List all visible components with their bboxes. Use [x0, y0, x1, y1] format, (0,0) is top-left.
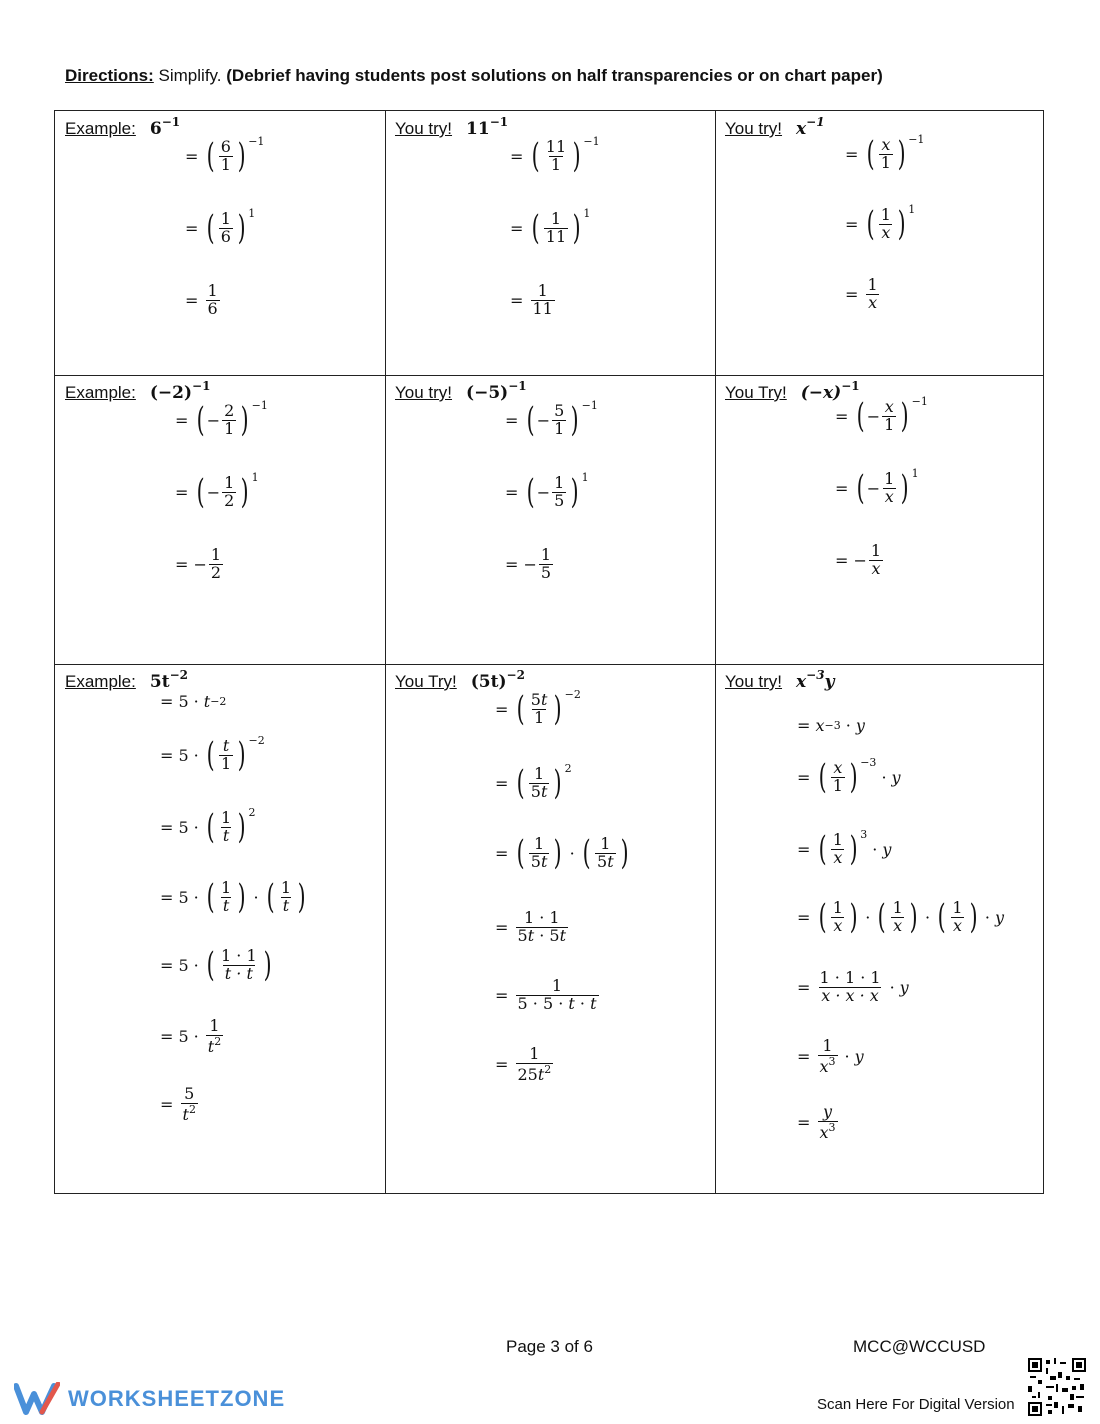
directions-label: Directions:: [65, 66, 154, 85]
problem-expression: $5t^{-2}$: [149, 668, 188, 692]
cell-label: Example:: [65, 119, 136, 138]
step: = − $\frac{1}{2}$: [175, 545, 222, 582]
qr-code-icon[interactable]: [1028, 1358, 1086, 1416]
step: = ( $\frac{1}{x}$ ) 1: [845, 203, 916, 245]
problem-expression: $(-5)^{-1}$: [466, 379, 527, 403]
directions: [65, 66, 883, 86]
step: = $\frac{1}{25t^2}$: [495, 1044, 552, 1084]
step: = 5 · t −2: [160, 692, 227, 711]
step: = $\frac{1}{5 \cdot 5 \cdot t \cdot t}$: [495, 976, 597, 1013]
step: = $\frac{1 \cdot 1}{5t \cdot 5t}$: [495, 908, 566, 945]
step: = ( $\frac{11}{1}$ ) −1: [510, 135, 600, 177]
problem-expression: $11^{-1}$: [466, 115, 509, 139]
problem-expression: $(-2)^{-1}$: [149, 379, 211, 403]
organization: MCC@WCCUSD: [853, 1337, 986, 1356]
step: = 5 · ( $\frac{1}{t}$ ) · ( $\frac{1}{t}$ ): [160, 877, 306, 918]
step: = ( $\frac{1}{6}$ ) 1: [185, 207, 256, 249]
problem-expression: $x^{-3}y$: [796, 668, 835, 692]
cell-label: Example:: [65, 383, 136, 402]
cell-label: You Try!: [725, 383, 787, 402]
cell-label: You Try!: [395, 672, 457, 691]
step: = 5 · ( $\frac{1 \cdot 1}{t \cdot t}$ ): [160, 945, 272, 986]
brand-name: WORKSHEETZONE: [68, 1386, 286, 1411]
problem-expression: $(5t)^{-2}$: [470, 668, 525, 692]
step: = $\frac{1}{x^3}$ · y: [797, 1036, 864, 1076]
problem-cell: [55, 375, 385, 664]
step: = $\frac{1}{6}$: [185, 281, 218, 318]
step: = $\frac{1}{11}$: [510, 281, 553, 318]
brand-logo[interactable]: [14, 1382, 285, 1416]
problem-cell: [385, 111, 715, 375]
step: = ( − $\frac{1}{2}$ ) 1: [175, 471, 259, 513]
step: = ( − $\frac{1}{5}$ ) 1: [505, 471, 589, 513]
problem-expression: $(-x)^{-1}$: [800, 379, 860, 403]
problem-cell: [385, 375, 715, 664]
step: = $\frac{1}{x}$: [845, 275, 878, 312]
problem-expression: $x^{-1}$: [796, 115, 825, 139]
step: = ( $\frac{1}{11}$ ) 1: [510, 207, 591, 249]
cell-label: You try!: [725, 672, 783, 691]
problem-cell: [715, 664, 1045, 1195]
page-number: Page 3 of 6: [506, 1337, 593, 1356]
step: = ( $\frac{x}{1}$ ) −1: [845, 133, 925, 175]
step: = ( − $\frac{1}{x}$ ) 1: [835, 467, 919, 509]
step: = ( − $\frac{2}{1}$ ) −1: [175, 399, 268, 441]
problem-cell: [55, 111, 385, 375]
problem-cell: [715, 111, 1045, 375]
problem-cell: [715, 375, 1045, 664]
step: = 5 · ( $\frac{t}{1}$ ) −2: [160, 734, 265, 776]
step: = 5 · $\frac{1}{t^2}$: [160, 1016, 222, 1056]
problem-expression: $6^{-1}$: [149, 115, 181, 139]
problem-grid: [54, 110, 1044, 1194]
problem-cell: [55, 664, 385, 1195]
worksheetzone-w-icon: [14, 1382, 60, 1416]
step: = ( $\frac{x}{1}$ ) −3 · y: [797, 756, 901, 798]
step: = − $\frac{1}{5}$: [505, 545, 552, 582]
step: = ( $\frac{1}{5t}$ ) · ( $\frac{1}{5t}$ ): [495, 833, 629, 874]
step: = ( $\frac{6}{1}$ ) −1: [185, 135, 265, 177]
cell-label: You try!: [725, 119, 783, 138]
step: = ( $\frac{1}{5t}$ ) 2: [495, 762, 572, 804]
step: = x −3 · y: [797, 716, 865, 735]
step: = $\frac{1 \cdot 1 \cdot 1}{x \cdot x \cdot x}$ · y: [797, 968, 909, 1005]
directions-text: Simplify.: [158, 66, 222, 85]
cell-label: You try!: [395, 119, 453, 138]
cell-label: Example:: [65, 672, 136, 691]
directions-note: (Debrief having students post solutions on half transparencies or on chart paper): [226, 66, 883, 85]
scan-text: Scan Here For Digital Version: [817, 1396, 1015, 1413]
problem-cell: [385, 664, 715, 1195]
step: = ( $\frac{1}{x}$ ) · ( $\frac{1}{x}$ ) · ( $\frac{1}{x}$ ) · y: [797, 897, 1004, 938]
step: = ( $\frac{1}{x}$ ) 3 · y: [797, 828, 892, 870]
step: = ( − $\frac{x}{1}$ ) −1: [835, 395, 928, 437]
step: = $\frac{5}{t^2}$: [160, 1084, 196, 1124]
step: = 5 · ( $\frac{1}{t}$ ) 2: [160, 806, 256, 848]
step: = − $\frac{1}{x}$: [835, 541, 882, 578]
step: = ( − $\frac{5}{1}$ ) −1: [505, 399, 598, 441]
step: = $\frac{y}{x^3}$: [797, 1102, 836, 1142]
cell-label: You try!: [395, 383, 453, 402]
step: = ( $\frac{5t}{1}$ ) −2: [495, 688, 581, 730]
